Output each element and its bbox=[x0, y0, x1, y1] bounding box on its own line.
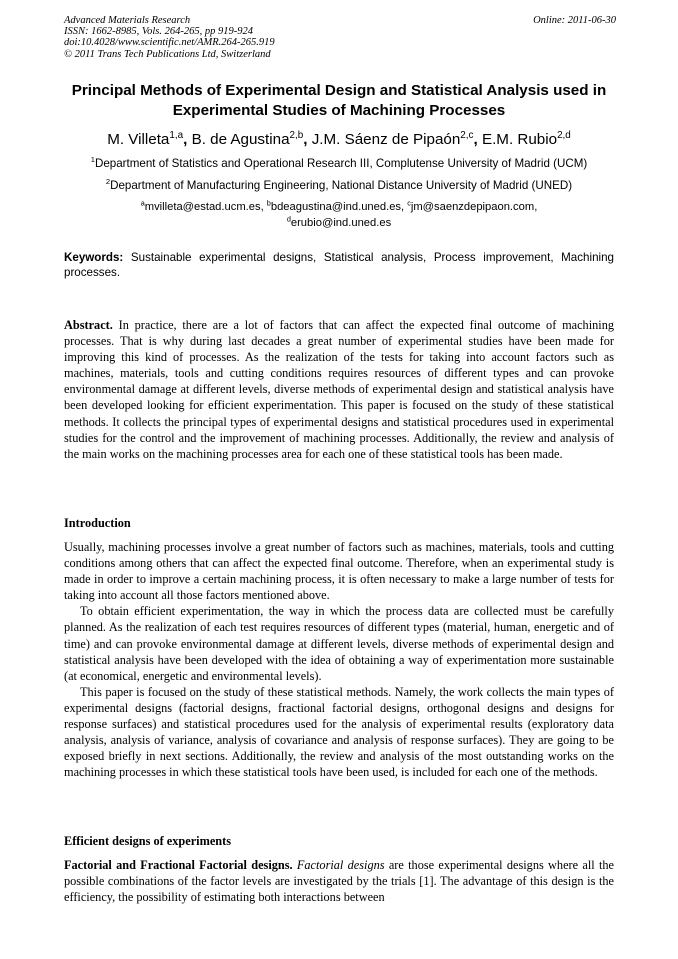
online-date: Online: 2011-06-30 bbox=[533, 15, 616, 26]
paper-title: Principal Methods of Experimental Design and Statistical Analysis used in Experimental Studies of Machining Processes bbox=[71, 82, 607, 119]
author: E.M. Rubio$^{2,d}$ bbox=[481, 129, 571, 148]
author: M. Villeta$^{1,a}$ bbox=[107, 129, 184, 148]
paragraph: Usually, machining processes involve a great number of factors such as machines, materials, tools and cutting conditions among others that can affect the expected final outcome. Therefore, when an experimental study is made in order to improve a certain machining process, it is often necessary to make a large number of tests for taking into account all those factors mentioned above. bbox=[64, 540, 614, 603]
author: J.M. Sáenz de Pipaón$^{2,c}$ bbox=[311, 129, 474, 148]
email[interactable]: $^a$mvilleta@estad.ucm.es bbox=[140, 198, 261, 213]
paragraph: To obtain efficient experimentation, the way in which the process data are collected must be carefully planned. As the realization of each test requires resources of different types (material, human, energetic and of time) and can provoke environmental damage at different levels, diverse methods of experimental design and statistical analysis have been developed with the idea of obtaining a way of experimentation more sustainable (at economical, energetic and environmental levels). bbox=[64, 604, 614, 683]
section-heading: Introduction bbox=[64, 516, 131, 530]
keywords-label: Keywords: bbox=[64, 251, 124, 264]
email-list: $^a$mvilleta@estad.ucm.es, $^b$bdeagustina@ind.uned.es, $^c$jm@saenzdepipaon.com, $^d$erubio@ind.uned.es bbox=[140, 198, 538, 229]
email[interactable]: $^d$erubio@ind.uned.es bbox=[286, 214, 392, 229]
keywords: Keywords: Sustainable experimental designs, Statistical analysis, Process improvement, Machining processes. bbox=[64, 251, 614, 279]
paragraph: This paper is focused on the study of these statistical methods. Namely, the work collects the main types of experimental designs (factorial designs, fractional factorial designs, orthogonal designs and designs for response surfaces) and statistical procedures used for the analysis of experimental results (exploratory data analysis, analysis of variance, analysis of covariance and analysis of response surfaces). They are going to be exposed briefly in next sections. Additionally, the review and analysis of the most outstanding works on the machining processes in which these statistical tools have been used, is included for each one of the methods. bbox=[64, 684, 614, 780]
journal-name: Advanced Materials Research bbox=[64, 15, 191, 26]
doi-line: doi:10.4028/www.scientific.net/AMR.264-265.919 bbox=[64, 37, 275, 49]
abstract-label: Abstract. bbox=[64, 318, 113, 332]
copyright-line: © 2011 Trans Tech Publications Ltd, Switzerland bbox=[64, 48, 271, 60]
author: B. de Agustina$^{2,b}$ bbox=[191, 129, 304, 148]
section-heading: Efficient designs of experiments bbox=[64, 834, 232, 848]
journal-header bbox=[64, 15, 616, 60]
introduction-body bbox=[64, 539, 614, 780]
author-list: M. Villeta$^{1,a}$, B. de Agustina$^{2,b}$, J.M. Sáenz de Pipaón$^{2,c}$, E.M. Rubio$^{2,d}$ bbox=[107, 129, 571, 148]
factorial-paragraph: Factorial and Fractional Factorial designs. Factorial designs are those experimental designs where all the possible combinations of the factor levels are investigated by the trials [1]. The advantage of this design is the efficiency, the possibility of estimating both interactions between bbox=[64, 858, 614, 905]
abstract: Abstract. In practice, there are a lot of factors that can affect the expected final outcome of machining processes. That is why during last decades a great number of experimental studies have been made for improving this kind of processes. As the realization of the tests for taking into account factors such as machines, materials, tools and cutting conditions requires resources of different types and can provoke environmental damage at different levels, diverse methods of experimental design and statistical analysis have been developed looking for efficient experimentation. This paper is focused on the study of these statistical methods. It collects the principal types of experimental designs and statistical procedures used in experimental studies for the control and the improvement of machining processes. Additionally, the review and analysis of the main works on the machining processes area for each one of these statistical tools has been made. bbox=[64, 318, 614, 461]
email[interactable]: $^b$bdeagustina@ind.uned.es bbox=[266, 198, 402, 213]
affiliation-1: $^1$Department of Statistics and Operational Research III, Complutense University of Madrid (UCM) bbox=[90, 155, 588, 170]
email[interactable]: $^c$jm@saenzdepipaon.com bbox=[407, 198, 535, 213]
affiliation-2: $^2$Department of Manufacturing Engineering, National Distance University of Madrid (UNED) bbox=[105, 177, 573, 192]
issn-line: ISSN: 1662-8985, Vols. 264-265, pp 919-924 bbox=[64, 26, 253, 38]
